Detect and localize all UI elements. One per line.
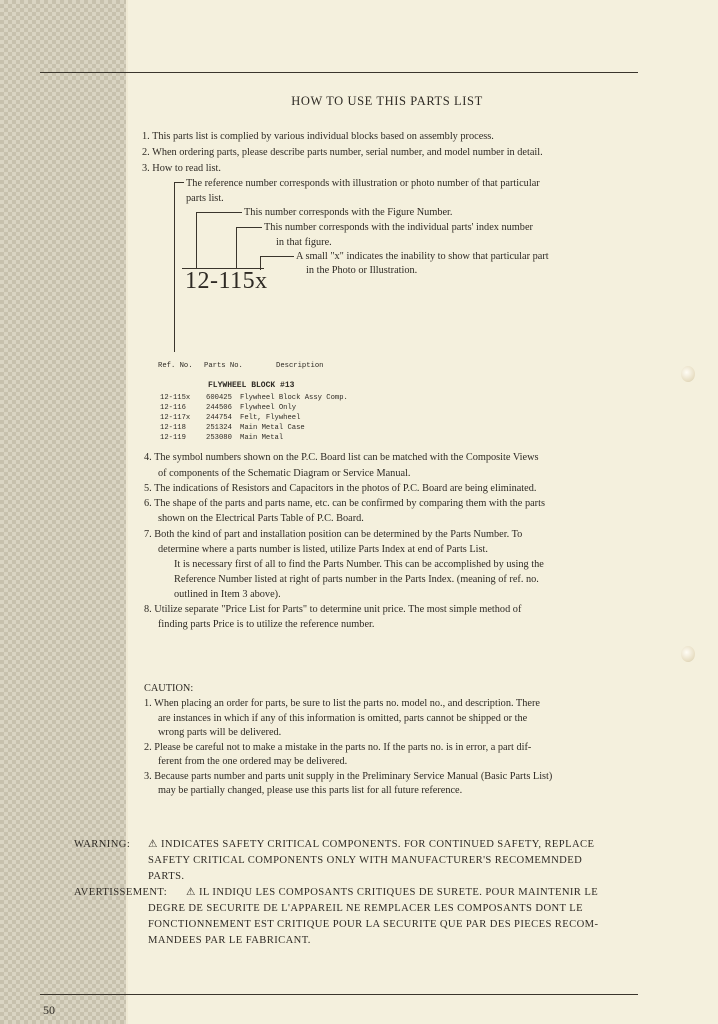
page-number: 50 <box>43 1003 55 1017</box>
caution-3-a: 3. Because parts number and parts unit supply in the Preliminary Service Manual (Basic Parts List) <box>144 771 553 782</box>
item-7-c: It is necessary first of all to find the Parts Number. This can be accomplished by using the <box>174 559 544 570</box>
row-desc: Main Metal Case <box>240 424 305 432</box>
caution-heading: CAUTION: <box>144 683 194 694</box>
page-title: HOW TO USE THIS PARTS LIST <box>291 94 483 108</box>
item-3-text-b: parts list. <box>186 193 224 204</box>
block-title: FLYWHEEL BLOCK #13 <box>208 381 295 390</box>
warning-line-1: ⚠ INDICATES SAFETY CRITICAL COMPONENTS. FOR CONTINUED SAFETY, REPLACE <box>148 839 595 850</box>
warning-label: WARNING: <box>74 839 131 850</box>
avertissement-label: AVERTISSEMENT: <box>74 887 168 898</box>
col-ref-no: Ref. No. <box>158 362 193 370</box>
avertissement-line-2: DEGRE DE SECURITE DE L'APPAREIL NE REMPLACER LES COMPOSANTS DONT LE <box>148 903 584 914</box>
diagram-ref-line <box>174 182 175 352</box>
col-parts-no: Parts No. <box>204 362 243 370</box>
row-part: 253080 <box>206 434 232 442</box>
caution-1-b: are instances in which if any of this information is omitted, parts cannot be shipped or the <box>158 713 528 724</box>
diagram-note-index-b: in that figure. <box>276 237 332 248</box>
diagram-fig-line <box>196 212 197 268</box>
warning-line-3: PARTS. <box>148 871 185 882</box>
binding-edge-pattern <box>0 0 131 1024</box>
punch-hole-bottom <box>681 646 695 662</box>
diagram-index-leader <box>236 227 262 228</box>
item-2: 2. When ordering parts, please describe parts number, serial number, and model number in detail. <box>142 147 543 158</box>
item-1: 1. This parts list is complied by various individual blocks based on assembly process. <box>142 131 494 142</box>
row-desc: Flywheel Block Assy Comp. <box>240 394 348 402</box>
row-ref: 12-116 <box>160 404 186 412</box>
item-3-text-a: The reference number corresponds with illustration or photo number of that particular <box>186 178 540 189</box>
top-rule <box>40 72 638 73</box>
row-part: 244506 <box>206 404 232 412</box>
item-6-b: shown on the Electrical Parts Table of P.C. Board. <box>158 513 364 524</box>
row-part: 244754 <box>206 414 232 422</box>
item-5: 5. The indications of Resistors and Capacitors in the photos of P.C. Board are being eliminated. <box>144 483 537 494</box>
row-ref: 12-118 <box>160 424 186 432</box>
item-7-b: determine where a parts number is listed, utilize Parts Index at end of Parts List. <box>158 544 488 555</box>
diagram-x-leader <box>260 256 294 257</box>
diagram-note-x-b: in the Photo or Illustration. <box>306 265 418 276</box>
row-desc: Main Metal <box>240 434 284 442</box>
binding-highlight <box>126 0 128 1024</box>
item-7-d: Reference Number listed at right of parts number in the Parts Index. (meaning of ref. no. <box>174 574 539 585</box>
row-ref: 12-115x <box>160 394 191 402</box>
item-4-b: of components of the Schematic Diagram or Service Manual. <box>158 468 411 479</box>
col-description: Description <box>276 362 324 370</box>
row-part: 600425 <box>206 394 232 402</box>
item-8-a: 8. Utilize separate "Price List for Parts" to determine unit price. The most simple method of <box>144 604 522 615</box>
caution-2-b: ferent from the one ordered may be delivered. <box>158 756 348 767</box>
row-desc: Flywheel Only <box>240 404 297 412</box>
diagram-ref-tick <box>174 182 184 183</box>
caution-3-b: may be partially changed, please use this parts list for all future reference. <box>158 785 463 796</box>
diagram-note-x-a: A small "x" indicates the inability to show that particular part <box>296 251 549 262</box>
row-desc: Felt, Flywheel <box>240 414 301 422</box>
caution-1-c: wrong parts will be delivered. <box>158 727 282 738</box>
row-ref: 12-119 <box>160 434 186 442</box>
avertissement-line-1: ⚠ IL INDIQU LES COMPOSANTS CRITIQUES DE SURETE. POUR MAINTENIR LE <box>186 887 599 898</box>
diagram-fig-leader <box>196 212 242 213</box>
caution-2-a: 2. Please be careful not to make a mistake in the parts no. If the parts no. is in error, a part dif- <box>144 742 532 753</box>
example-reference-number: 12-115x <box>185 268 268 294</box>
item-4-a: 4. The symbol numbers shown on the P.C. Board list can be matched with the Composite Views <box>144 452 539 463</box>
item-8-b: finding parts Price is to utilize the reference number. <box>158 619 375 630</box>
punch-hole-top <box>681 366 695 382</box>
row-ref: 12-117x <box>160 414 191 422</box>
item-7-e: outlined in Item 3 above). <box>174 589 281 600</box>
avertissement-line-3: FONCTIONNEMENT EST CRITIQUE POUR LA SECURITE QUE PAR DES PIECES RECOM- <box>148 919 599 930</box>
avertissement-line-4: MANDEES PAR LE FABRICANT. <box>148 935 311 946</box>
warning-line-2: SAFETY CRITICAL COMPONENTS ONLY WITH MANUFACTURER'S RECOMEMNDED <box>148 855 583 866</box>
diagram-note-index-a: This number corresponds with the individual parts' index number <box>264 222 533 233</box>
diagram-index-line <box>236 227 237 268</box>
item-7-a: 7. Both the kind of part and installation position can be determined by the Parts Number. To <box>144 529 523 540</box>
bottom-rule <box>40 994 638 995</box>
caution-1-a: 1. When placing an order for parts, be sure to list the parts no. model no., and description. There <box>144 698 540 709</box>
item-6-a: 6. The shape of the parts and parts name, etc. can be confirmed by comparing them with the parts <box>144 498 545 509</box>
row-part: 251324 <box>206 424 232 432</box>
diagram-note-figure: This number corresponds with the Figure Number. <box>244 207 453 218</box>
item-3: 3. How to read list. <box>142 163 221 174</box>
